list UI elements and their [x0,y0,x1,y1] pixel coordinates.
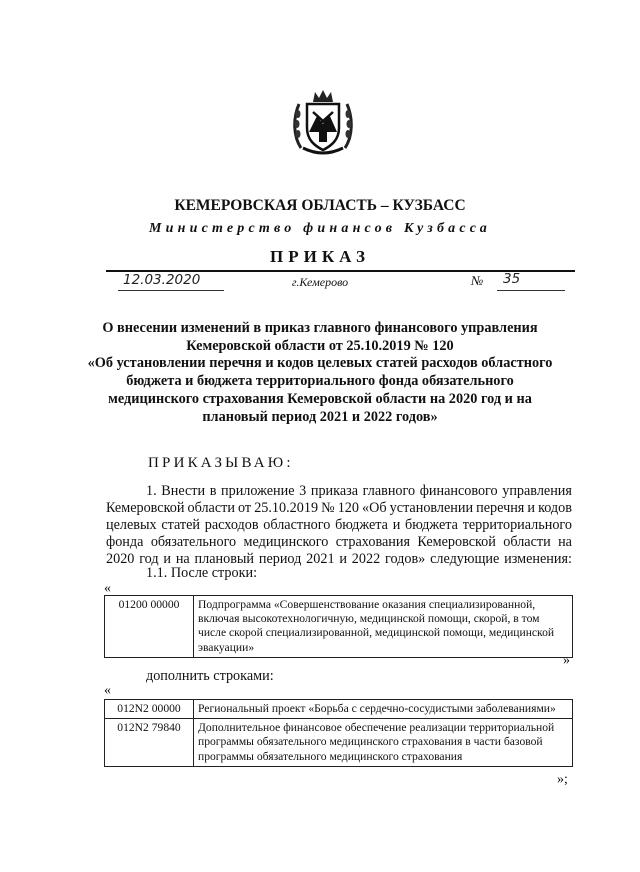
heading-line: плановый период 2021 и 2022 годов» [202,408,438,425]
number-label: № [471,273,484,288]
paragraph-1 [106,483,572,568]
table-existing-row [104,595,573,658]
document-type-title: ПРИКАЗ [270,247,370,266]
word: областного [263,516,331,533]
word: статей [161,516,201,533]
heading-line: О внесении изменений в приказ главного финансового управления [102,320,538,336]
paragraph-line [106,500,572,517]
word: приказа [310,483,359,499]
paragraph-line [106,534,572,551]
word: фонда [106,533,144,550]
word: главного [362,483,416,499]
word: и [392,516,401,533]
word: Внести [161,483,206,499]
description-cell: Дополнительное финансовое обеспечение реализации территориальной программы обязательного медицинского страхования в части базовой программы обязательного медицинского страхования [194,719,573,767]
quote-open: « [104,581,111,596]
word: бюджета [335,516,388,533]
word: и [339,550,347,567]
table-row [105,596,573,658]
word: и [527,499,535,516]
order-heading [60,320,580,426]
word: Кемеровской [106,499,185,516]
word: управления [502,483,572,499]
city-label: г.Кемерово [291,275,349,289]
word: целевых [106,516,157,533]
word: год [139,550,159,567]
word: изменения: [504,550,572,567]
description-cell: Подпрограмма «Совершенствование оказания специализированной, включая высокотехнологичную, медицинской помощи, скорой, в том числе скорой специализированной, медицинской помощи, медицинской эвакуации» [194,596,573,658]
word: кодов [538,499,572,516]
word: области [187,499,235,516]
handwritten-date: 12.03.2020 [123,272,201,288]
table-row [105,700,573,719]
word: 25.10.2019 [254,499,319,516]
table-new-rows [104,699,573,767]
word: плановый [194,550,255,567]
kuzbass-coat-of-arms-icon [293,88,353,156]
word: 120 [337,499,359,516]
date-underline [118,290,224,291]
word: в [209,483,217,499]
description-cell: Региональный проект «Борьба с сердечно-сосудистыми заболеваниями» [194,700,573,719]
word: территориального [462,516,572,533]
word: установлении [389,499,474,516]
word: перечня [476,499,525,516]
budget-code-cell: 012N2 00000 [105,700,194,719]
word: расходов [204,516,259,533]
ministry-name: Министерство финансов Кузбасса [148,221,491,236]
order-command: ПРИКАЗЫВАЮ: [148,455,294,471]
word: бюджета [405,516,458,533]
word: 3 [299,483,307,499]
fill-label: дополнить строками: [146,668,274,684]
quote-close: » [563,653,570,668]
word: страхования [335,533,410,550]
word: 2020 [106,550,135,567]
budget-code-cell: 01200 00000 [105,596,194,658]
quote-close-semicolon: »; [557,772,568,787]
paragraph-line [106,517,572,534]
word: приложение [221,483,295,499]
word: и [163,550,171,567]
region-title: КЕМЕРОВСКАЯ ОБЛАСТЬ – КУЗБАСС [174,197,466,214]
word: 2022 [351,550,381,567]
quote-open: « [104,683,111,698]
word: от [238,499,252,516]
heading-line: бюджета и бюджета территориального фонда обязательного [126,373,514,390]
word: следующие [430,550,500,567]
word: годов» [385,550,426,567]
table-row [105,719,573,767]
number-underline [497,290,565,291]
word: Кемеровской [417,533,496,550]
word: период [258,550,302,567]
word: области [503,533,551,550]
word: обязательного [150,533,237,550]
word: на [175,550,190,567]
budget-code-cell: 012N2 79840 [105,719,194,767]
handwritten-number: 35 [503,271,521,287]
heading-line: Кемеровской области от 25.10.2019 № 120 [186,337,454,354]
word: № [321,499,335,516]
word: на [558,533,572,550]
word: «Об [362,499,387,516]
word: финансового [419,483,498,499]
word: медицинского [243,533,329,550]
heading-line: медицинского страхования Кемеровской области на 2020 год и на [108,390,532,407]
heading-line: «Об установлении перечня и кодов целевых статей расходов областного [87,355,553,372]
word: 2021 [306,550,335,567]
word: 1. [146,483,157,499]
subpoint-1-1: 1.1. После строки: [146,565,258,581]
paragraph-line [106,483,572,500]
